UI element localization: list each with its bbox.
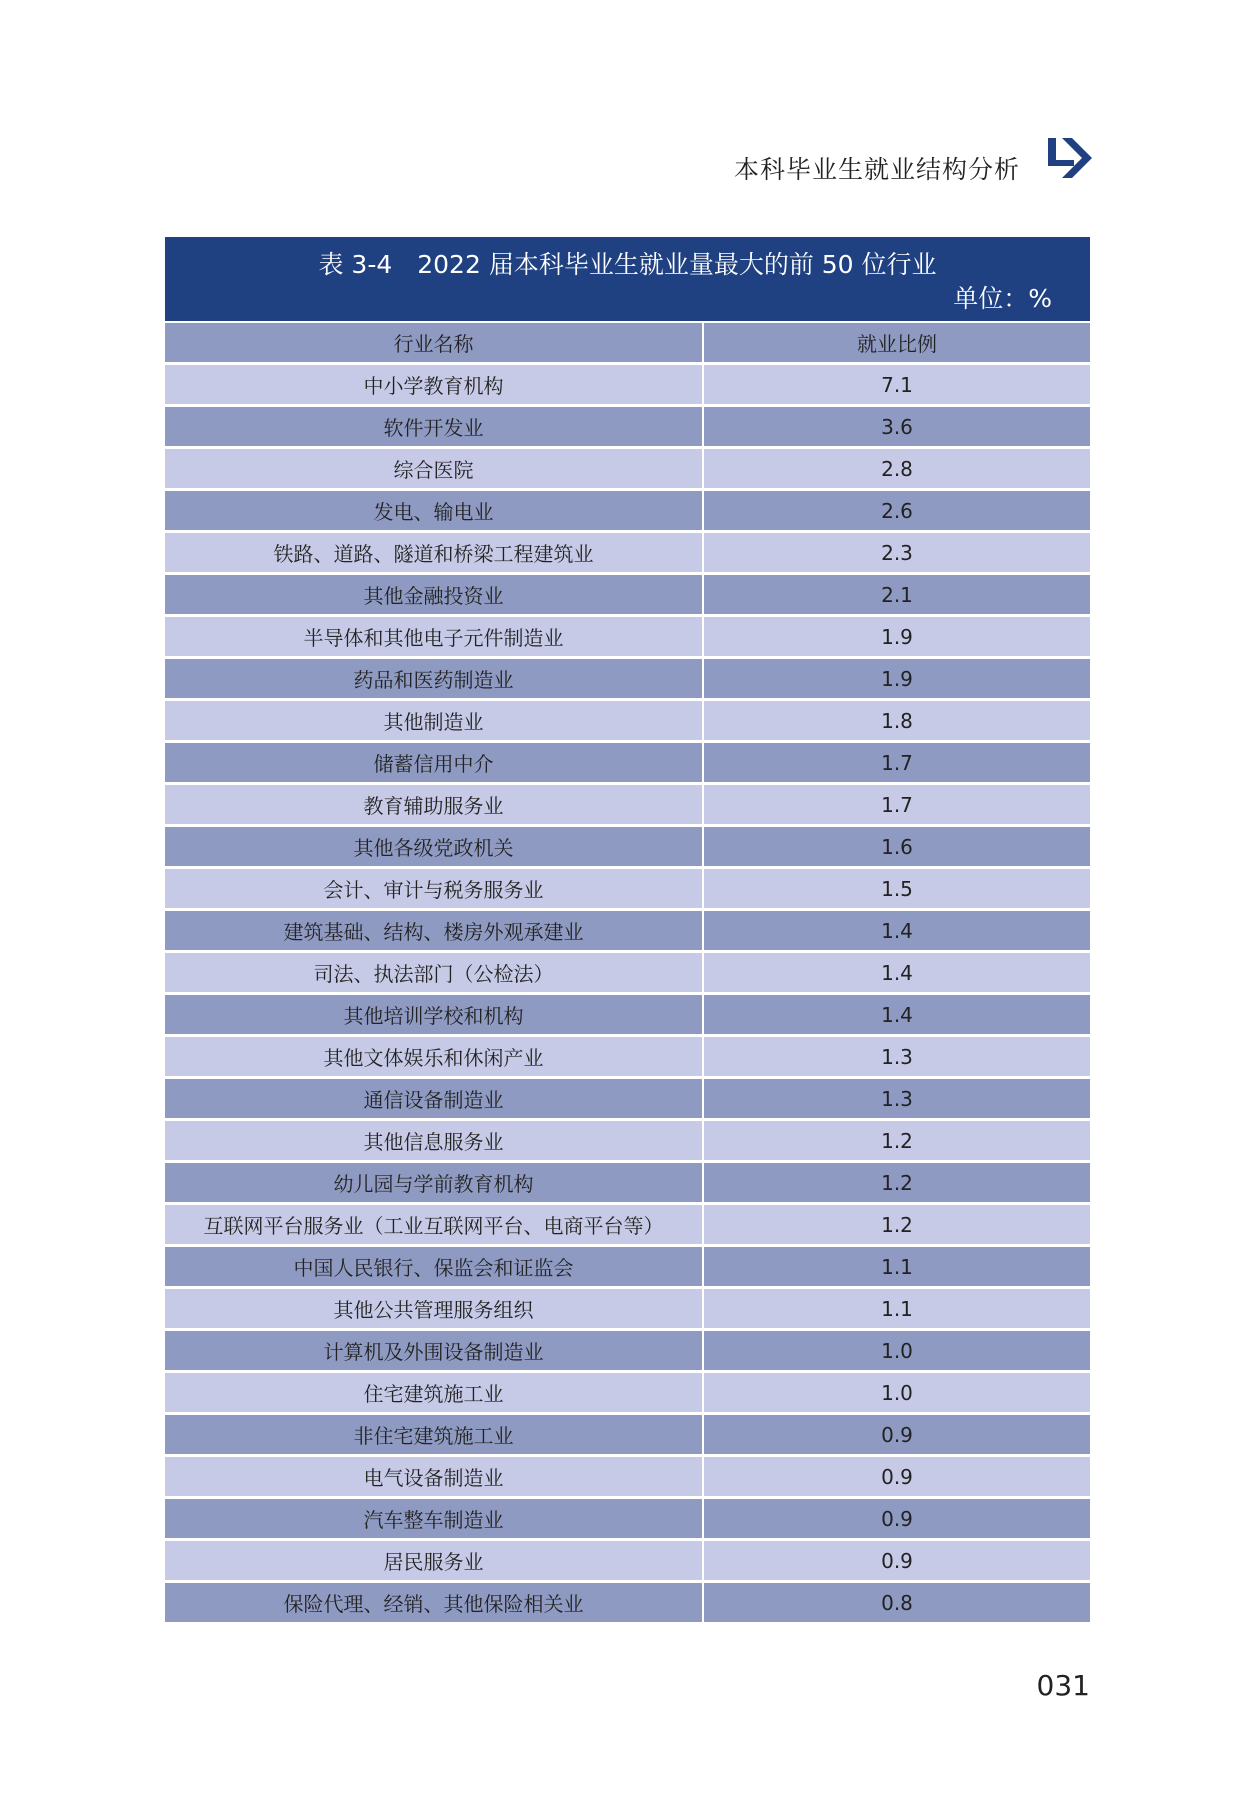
table-row [165,700,1090,742]
industry-name: 其他制造业 [165,700,703,742]
industry-name: 其他文体娱乐和休闲产业 [165,1036,703,1078]
table-unit: 单位：% [953,284,1052,313]
industry-name: 综合医院 [165,448,703,490]
industry-name: 中小学教育机构 [165,364,703,406]
employment-ratio: 1.7 [703,784,1090,826]
table-row [165,1414,1090,1456]
table-row [165,574,1090,616]
employment-ratio: 1.8 [703,700,1090,742]
table-row [165,1036,1090,1078]
industry-name: 住宅建筑施工业 [165,1372,703,1414]
table-row [165,616,1090,658]
table-row [165,490,1090,532]
table-row [165,784,1090,826]
industry-name: 教育辅助服务业 [165,784,703,826]
table-row [165,1162,1090,1204]
employment-ratio: 0.9 [703,1540,1090,1582]
employment-ratio: 2.6 [703,490,1090,532]
table-row [165,1582,1090,1624]
table-row [165,1372,1090,1414]
employment-ratio: 1.2 [703,1204,1090,1246]
employment-ratio: 1.3 [703,1078,1090,1120]
table-row [165,532,1090,574]
industry-name: 储蓄信用中介 [165,742,703,784]
table-row [165,364,1090,406]
industry-name: 建筑基础、结构、楼房外观承建业 [165,910,703,952]
table-row [165,1120,1090,1162]
table-caption [165,237,1090,323]
employment-ratio: 1.1 [703,1246,1090,1288]
industry-name: 计算机及外围设备制造业 [165,1330,703,1372]
table-row [165,952,1090,994]
industry-name: 汽车整车制造业 [165,1498,703,1540]
industry-name: 其他信息服务业 [165,1120,703,1162]
table-row [165,994,1090,1036]
table-row [165,658,1090,700]
industry-name: 通信设备制造业 [165,1078,703,1120]
table-row [165,448,1090,490]
industry-name: 居民服务业 [165,1540,703,1582]
industry-name: 保险代理、经销、其他保险相关业 [165,1582,703,1624]
industry-name: 软件开发业 [165,406,703,448]
table-title: 表 3-4 2022 届本科毕业生就业量最大的前 50 位行业 [318,250,937,279]
employment-ratio: 0.9 [703,1414,1090,1456]
industry-name: 电气设备制造业 [165,1456,703,1498]
industry-name: 中国人民银行、保监会和证监会 [165,1246,703,1288]
industry-name: 司法、执法部门（公检法） [165,952,703,994]
table-row [165,1540,1090,1582]
employment-ratio: 0.8 [703,1582,1090,1624]
data-table [165,323,1090,1625]
industry-name: 其他金融投资业 [165,574,703,616]
employment-ratio: 1.2 [703,1162,1090,1204]
chapter-corner-arrow-icon [1040,134,1098,180]
industry-name: 互联网平台服务业（工业互联网平台、电商平台等） [165,1204,703,1246]
employment-ratio: 1.0 [703,1330,1090,1372]
employment-ratio: 7.1 [703,364,1090,406]
employment-ratio: 1.2 [703,1120,1090,1162]
table-row [165,1078,1090,1120]
industry-table [165,237,1090,1625]
table-row [165,1288,1090,1330]
employment-ratio: 1.1 [703,1288,1090,1330]
industry-name: 其他各级党政机关 [165,826,703,868]
employment-ratio: 1.0 [703,1372,1090,1414]
employment-ratio: 2.3 [703,532,1090,574]
employment-ratio: 1.5 [703,868,1090,910]
industry-name: 会计、审计与税务服务业 [165,868,703,910]
table-row [165,1456,1090,1498]
employment-ratio: 3.6 [703,406,1090,448]
table-header-row [165,323,1090,364]
employment-ratio: 1.4 [703,952,1090,994]
employment-ratio: 1.6 [703,826,1090,868]
column-header-ratio: 就业比例 [703,323,1090,364]
table-row [165,868,1090,910]
employment-ratio: 1.4 [703,910,1090,952]
table-row [165,1246,1090,1288]
running-header: 本科毕业生就业结构分析 [733,155,1020,184]
employment-ratio: 1.9 [703,616,1090,658]
industry-name: 其他培训学校和机构 [165,994,703,1036]
page-number: 031 [1036,1669,1090,1702]
column-header-industry: 行业名称 [165,323,703,364]
industry-name: 非住宅建筑施工业 [165,1414,703,1456]
employment-ratio: 2.1 [703,574,1090,616]
industry-name: 发电、输电业 [165,490,703,532]
employment-ratio: 0.9 [703,1456,1090,1498]
industry-name: 幼儿园与学前教育机构 [165,1162,703,1204]
table-row [165,826,1090,868]
employment-ratio: 1.7 [703,742,1090,784]
industry-name: 半导体和其他电子元件制造业 [165,616,703,658]
employment-ratio: 0.9 [703,1498,1090,1540]
employment-ratio: 1.3 [703,1036,1090,1078]
table-row [165,1498,1090,1540]
table-row [165,1204,1090,1246]
table-row [165,910,1090,952]
industry-name: 药品和医药制造业 [165,658,703,700]
table-row [165,406,1090,448]
industry-name: 其他公共管理服务组织 [165,1288,703,1330]
table-row [165,1330,1090,1372]
industry-name: 铁路、道路、隧道和桥梁工程建筑业 [165,532,703,574]
employment-ratio: 1.4 [703,994,1090,1036]
employment-ratio: 2.8 [703,448,1090,490]
table-row [165,742,1090,784]
employment-ratio: 1.9 [703,658,1090,700]
